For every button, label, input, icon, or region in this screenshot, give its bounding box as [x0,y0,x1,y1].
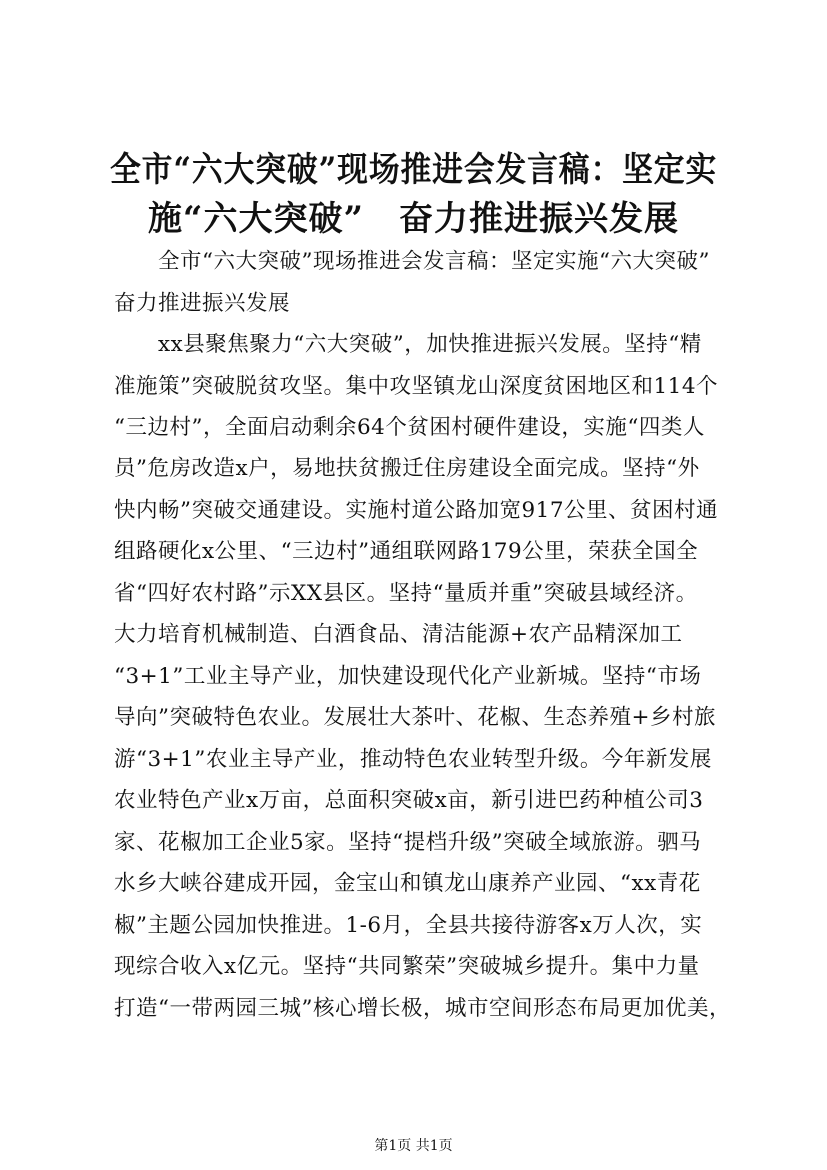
body-line: 准施策”突破脱贫攻坚。集中攻坚镇龙山深度贫困地区和114个 [114,374,719,399]
body-line: “3+1”工业主导产业，加快建设现代化产业新城。坚持“市场 [114,664,702,689]
body-line: 组路硬化x公里、“三边村”通组联网路179公里，荣获全国全 [114,539,699,564]
body-line: 打造“一带两园三城”核心增长极，城市空间形态布局更加优美， [114,996,731,1021]
body-line: 员”危房改造x户，易地扶贫搬迁住房建设全面完成。坚持“外 [114,456,700,481]
body-line: 全市“六大突破”现场推进会发言稿：坚定实施“六大突破” [114,249,710,274]
body-line: 家、花椒加工企业5家。坚持“提档升级”突破全域旅游。驷马 [114,830,702,855]
document-title-line-1: 全市“六大突破”现场推进会发言稿：坚定实 [109,150,718,190]
body-line: “三边村”，全面启动剩余64个贫困村硬件建设，实施“四类人 [114,415,705,440]
body-line: 省“四好农村路”示XX县区。坚持“量质并重”突破县域经济。 [114,581,698,606]
page-footer: 第1页 共1页 [374,1138,453,1154]
body-line: 快内畅”突破交通建设。实施村道公路加宽917公里、贫困村通 [114,498,719,523]
body-line: 游“3+1”农业主导产业，推动特色农业转型升级。今年新发展 [114,747,712,772]
body-line: 现综合收入x亿元。坚持“共同繁荣”突破城乡提升。集中力量 [114,954,700,979]
body-line: 水乡大峡谷建成开园，金宝山和镇龙山康养产业园、“xx青花 [114,871,701,896]
body-line: 椒”主题公园加快推进。1-6月，全县共接待游客x万人次，实 [114,913,703,938]
body-line: 导向”突破特色农业。发展壮大茶叶、花椒、生态养殖+乡村旅 [114,705,717,730]
body-line: 奋力推进振兴发展 [114,291,291,316]
document-title-line-2: 施“六大突破” 奋力推进振兴发展 [147,199,680,239]
body-line: 农业特色产业x万亩，总面积突破x亩，新引进巴药种植公司3 [114,788,704,813]
body-line: xx县聚焦聚力“六大突破”，加快推进振兴发展。坚持“精 [114,332,702,357]
body-line: 大力培育机械制造、白酒食品、清洁能源+农产品精深加工 [114,622,683,647]
